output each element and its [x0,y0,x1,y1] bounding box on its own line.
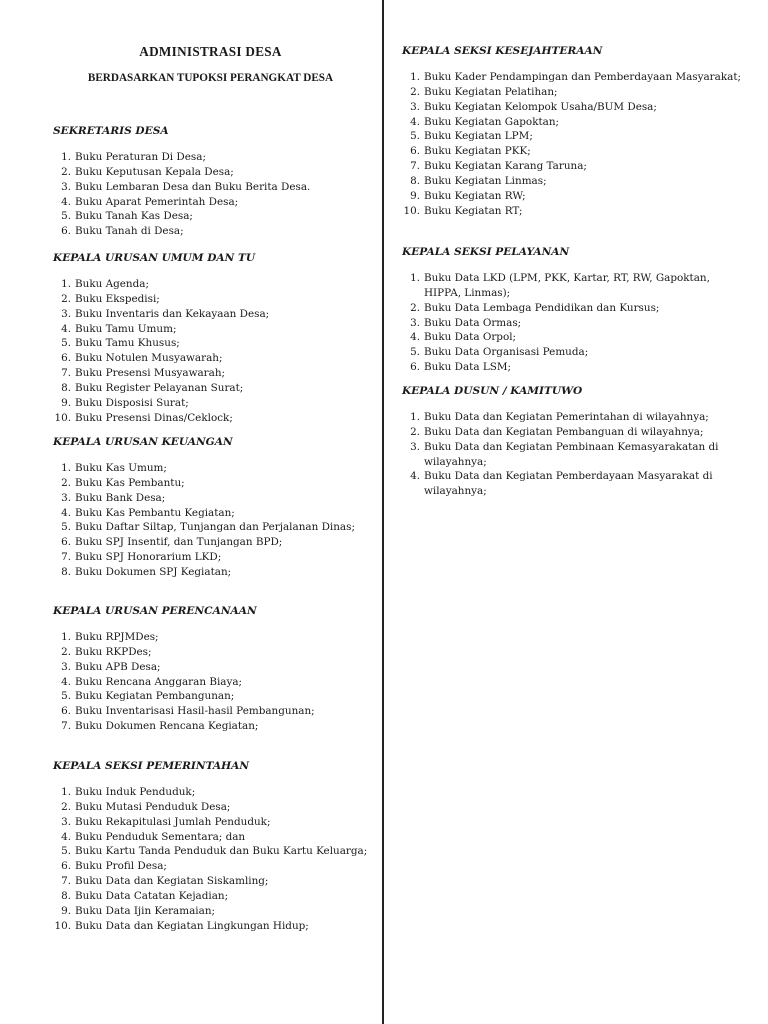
item-number: 4. [61,675,71,688]
item-text: Buku Presensi Musyawarah; [75,367,226,380]
section-heading: KEPALA DUSUN / KAMITUWO [402,385,583,397]
item-text: Buku Data dan Kegiatan Lingkungan Hidup; [75,919,309,932]
item-number: 6. [61,860,71,873]
list-item [53,830,371,845]
item-list [53,150,371,239]
item-number: 5. [410,130,420,143]
list-item [53,689,371,704]
item-text: Buku Notulen Musyawarah; [75,352,223,365]
item-text: Buku Kegiatan Gapoktan; [424,115,560,128]
item-list [53,461,371,580]
list-item [53,675,371,690]
section-heading: KEPALA SEKSI PELAYANAN [402,246,570,258]
item-text: Buku Kartu Tanda Penduduk dan Buku Kartu Keluarga; [75,845,368,858]
list-item [53,150,371,165]
list-item [402,301,742,316]
item-text: Buku Data Lembaga Pendidikan dan Kursus; [424,301,660,314]
item-number: 7. [61,551,71,564]
item-number: 9. [410,189,420,202]
list-item [53,292,371,307]
list-item [53,476,371,491]
item-number: 2. [61,800,71,813]
list-item [53,919,371,934]
item-text: Buku Data dan Kegiatan Siskamling; [75,875,269,888]
list-item [53,277,371,292]
list-item [402,85,742,100]
item-list [402,410,742,499]
item-number: 1. [61,631,71,643]
item-text: Buku Tamu Khusus; [75,337,180,350]
item-text: Buku Tamu Umum; [75,322,177,335]
list-item [53,800,371,815]
item-text: Buku Kegiatan RW; [424,189,526,202]
item-text: Buku Register Pelayanan Surat; [75,381,244,394]
item-number: 8. [61,565,71,578]
section-kaur-keuangan [53,435,371,580]
item-text: Buku Data LKD (LPM, PKK, Kartar, RT, RW, Gapoktan, HIPPA, Linmas); [424,272,710,299]
item-number: 7. [61,720,71,733]
section-heading: KEPALA URUSAN UMUM DAN TU [53,252,256,264]
item-text: Buku Kegiatan PKK; [424,145,531,158]
item-list [53,277,371,425]
item-number: 8. [61,889,71,902]
item-number: 3. [61,660,71,673]
item-number: 9. [61,904,71,917]
list-item [53,506,371,521]
item-number: 10. [54,919,71,932]
item-text: Buku Induk Penduduk; [75,786,196,798]
section-heading: KEPALA SEKSI KESEJAHTERAAN [402,45,603,57]
item-number: 2. [61,645,71,658]
item-number: 9. [61,396,71,409]
list-item [53,815,371,830]
item-list [53,630,371,734]
item-number: 4. [61,830,71,843]
item-text: Buku APB Desa; [75,660,161,673]
item-number: 3. [61,815,71,828]
section-heading: KEPALA SEKSI PEMERINTAHAN [53,760,249,772]
list-item [402,469,742,499]
section-kaur-perencanaan [53,604,371,734]
item-text: Buku Kas Pembantu Kegiatan; [75,506,235,519]
list-item [53,889,371,904]
item-number: 7. [61,875,71,888]
item-text: Buku SPJ Insentif, dan Tunjangan BPD; [75,536,283,549]
item-text: Buku Data Orpol; [424,331,517,344]
item-list [402,70,742,218]
item-number: 2. [61,476,71,489]
item-text: Buku Bank Desa; [75,491,166,504]
item-number: 3. [61,491,71,504]
list-item [402,159,742,174]
section-kaur-umum-tu [53,251,371,425]
item-text: Buku SPJ Honorarium LKD; [75,551,222,564]
item-number: 6. [61,225,71,238]
item-number: 1. [61,151,71,163]
item-number: 4. [410,115,420,128]
item-number: 1. [61,786,71,798]
item-number: 5. [61,521,71,534]
section-heading: KEPALA URUSAN KEUANGAN [53,436,233,448]
list-item [402,189,742,204]
list-item [402,115,742,130]
item-text: Buku Tanah Kas Desa; [75,210,193,223]
item-number: 5. [61,845,71,858]
item-number: 4. [61,322,71,335]
list-item [402,316,742,331]
item-text: Buku Kader Pendampingan dan Pemberdayaan Masyarakat; [424,71,742,83]
item-number: 3. [61,180,71,193]
list-item [402,440,742,470]
item-text: Buku Lembaran Desa dan Buku Berita Desa. [75,180,311,193]
item-text: Buku Data Organisasi Pemuda; [424,346,589,359]
list-item [53,411,371,426]
list-item [53,336,371,351]
item-number: 2. [61,292,71,305]
item-text: Buku Data dan Kegiatan Pemerintahan di wilayahnya; [424,411,709,423]
section-kepala-dusun [402,384,742,499]
item-list [402,271,742,375]
item-text: Buku Data LSM; [424,361,511,374]
list-item [402,129,742,144]
item-number: 6. [61,705,71,718]
item-text: Buku Kegiatan Pelatihan; [424,85,558,98]
item-number: 1. [410,71,420,83]
list-item [53,381,371,396]
item-number: 2. [410,425,420,438]
item-text: Buku Kegiatan Pembangunan; [75,690,235,703]
list-item [53,874,371,889]
item-number: 3. [410,440,420,453]
item-text: Buku Dokumen Rencana Kegiatan; [75,720,259,733]
item-text: Buku Kegiatan Linmas; [424,174,547,187]
item-text: Buku Data dan Kegiatan Pembinaan Kemasyarakatan di wilayahnya; [424,440,719,468]
list-item [53,785,371,800]
item-number: 6. [410,145,420,158]
section-kasi-kesejahteraan [402,44,742,218]
item-number: 7. [61,367,71,380]
column-divider [382,0,384,1024]
list-item [402,271,742,301]
item-text: Buku Data Catatan Kejadian; [75,889,229,902]
item-list [53,785,371,933]
section-heading: KEPALA URUSAN PERENCANAAN [53,605,257,617]
item-number: 2. [410,301,420,314]
item-text: Buku Disposisi Surat; [75,396,189,409]
section-kasi-pemerintahan [53,759,371,933]
item-text: Buku Presensi Dinas/Ceklock; [75,411,233,424]
item-number: 2. [61,165,71,178]
list-item [53,396,371,411]
item-text: Buku Daftar Siltap, Tunjangan dan Perjalanan Dinas; [75,521,355,534]
list-item [53,351,371,366]
list-item [53,209,371,224]
list-item [402,330,742,345]
item-number: 10. [403,204,420,217]
item-number: 3. [410,316,420,329]
item-number: 4. [61,195,71,208]
item-text: Buku Keputusan Kepala Desa; [75,165,234,178]
list-item [53,859,371,874]
item-number: 6. [61,352,71,365]
item-text: Buku RKPDes; [75,645,152,658]
item-number: 10. [54,411,71,424]
item-text: Buku Kas Pembantu; [75,476,185,489]
list-item [53,704,371,719]
item-text: Buku Rencana Anggaran Biaya; [75,675,243,688]
document-title: ADMINISTRASI DESA [139,44,282,59]
list-item [53,307,371,322]
item-number: 6. [61,536,71,549]
item-text: Buku Kegiatan LPM; [424,130,533,143]
list-item [53,366,371,381]
section-kasi-pelayanan [402,245,742,375]
item-text: Buku Agenda; [75,278,149,290]
list-item [53,520,371,535]
item-text: Buku Peraturan Di Desa; [75,151,206,163]
item-number: 8. [410,174,420,187]
item-number: 5. [61,210,71,223]
list-item [402,70,742,85]
item-text: Buku Data Ormas; [424,316,522,329]
item-text: Buku Profil Desa; [75,860,167,873]
section-sekretaris-desa [53,124,371,239]
list-item [402,360,742,375]
item-number: 4. [410,470,420,483]
item-number: 1. [61,462,71,474]
item-number: 4. [61,506,71,519]
item-number: 1. [410,411,420,423]
item-text: Buku Penduduk Sementara; dan [75,830,246,843]
item-number: 4. [410,331,420,344]
item-text: Buku Mutasi Penduduk Desa; [75,800,231,813]
list-item [53,904,371,919]
item-text: Buku Tanah di Desa; [75,225,184,238]
item-number: 3. [410,100,420,113]
item-number: 8. [61,381,71,394]
item-number: 7. [410,160,420,173]
item-text: Buku Ekspedisi; [75,292,160,305]
list-item [402,100,742,115]
list-item [53,719,371,734]
list-item [53,630,371,645]
list-item [53,645,371,660]
item-number: 5. [410,346,420,359]
item-text: Buku Kegiatan Karang Taruna; [424,160,587,173]
item-text: Buku Rekapitulasi Jumlah Penduduk; [75,815,271,828]
item-text: Buku Aparat Pemerintah Desa; [75,195,239,208]
item-text: Buku Kegiatan Kelompok Usaha/BUM Desa; [424,100,657,113]
list-item [53,491,371,506]
item-number: 2. [410,85,420,98]
list-item [402,425,742,440]
list-item [402,345,742,360]
list-item [53,180,371,195]
item-text: Buku Kas Umum; [75,462,167,474]
list-item [402,144,742,159]
list-item [53,844,371,859]
list-item [402,204,742,219]
list-item [53,165,371,180]
document-subtitle: BERDASARKAN TUPOKSI PERANGKAT DESA [87,72,334,84]
item-text: Buku RPJMDes; [75,631,159,643]
list-item [53,224,371,239]
list-item [53,461,371,476]
list-item [53,322,371,337]
item-text: Buku Dokumen SPJ Kegiatan; [75,565,232,578]
item-number: 1. [410,272,420,284]
item-text: Buku Data Ijin Keramaian; [75,904,216,917]
item-number: 5. [61,337,71,350]
item-text: Buku Data dan Kegiatan Pemberdayaan Masyarakat di wilayahnya; [424,470,713,498]
item-number: 1. [61,278,71,290]
list-item [402,174,742,189]
list-item [402,410,742,425]
list-item [53,660,371,675]
item-text: Buku Inventarisasi Hasil-hasil Pembangunan; [75,705,315,718]
item-text: Buku Kegiatan RT; [424,204,523,217]
section-heading: SEKRETARIS DESA [53,125,169,137]
item-number: 6. [410,361,420,374]
list-item [53,565,371,580]
item-text: Buku Inventaris dan Kekayaan Desa; [75,307,270,320]
list-item [53,550,371,565]
item-text: Buku Data dan Kegiatan Pembanguan di wilayahnya; [424,425,704,438]
item-number: 5. [61,690,71,703]
item-number: 3. [61,307,71,320]
list-item [53,535,371,550]
list-item [53,195,371,210]
